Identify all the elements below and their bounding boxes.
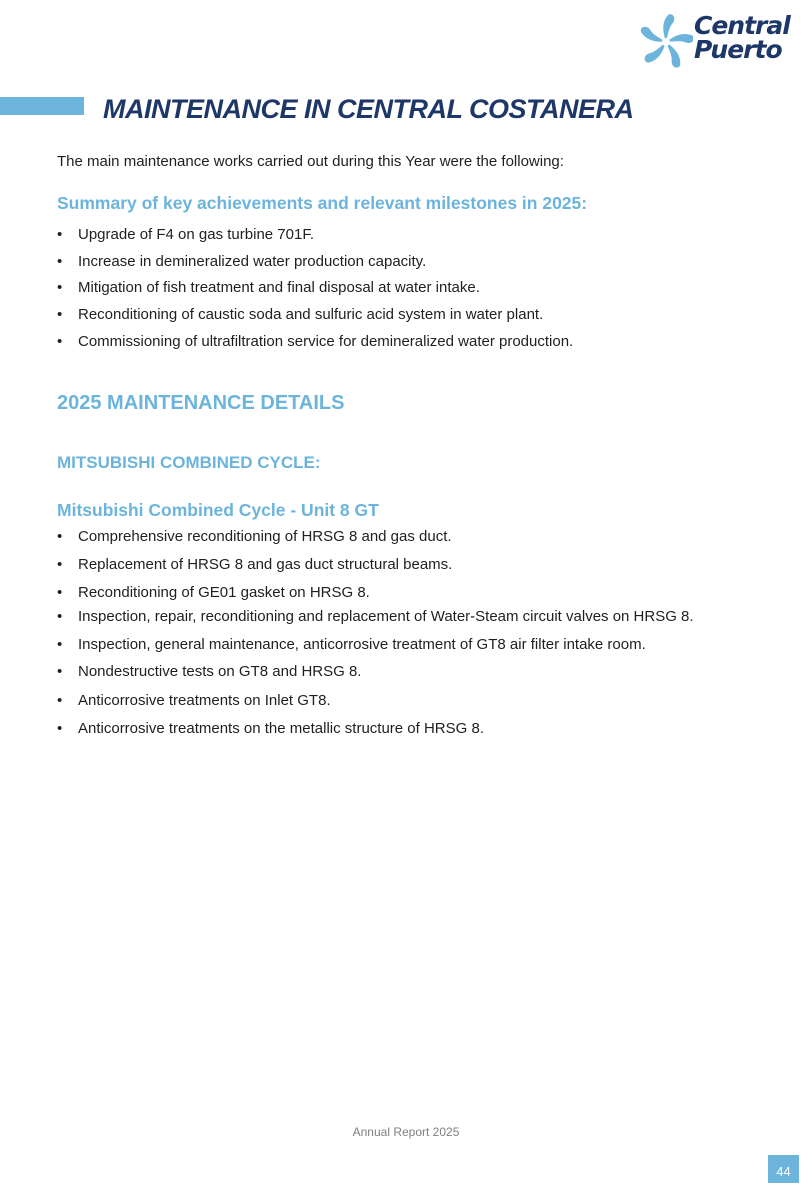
list-item: • Inspection, general maintenance, anticorrosive treatment of GT8 air filter intake room. [57, 636, 646, 653]
title-accent-bar [0, 97, 84, 115]
cycle-heading: MITSUBISHI COMBINED CYCLE: [57, 453, 321, 472]
bullet-icon: • [57, 253, 63, 270]
list-item: • Inspection, repair, reconditioning and replacement of Water-Steam circuit valves on HRSG 8. [57, 608, 694, 625]
summary-heading: Summary of key achievements and relevant milestones in 2025: [57, 193, 588, 213]
bullet-icon: • [57, 636, 63, 653]
list-item: • Nondestructive tests on GT8 and HRSG 8. [57, 663, 362, 680]
bullet-icon: • [57, 584, 63, 601]
intro-paragraph: The main maintenance works carried out during this Year were the following: [57, 153, 564, 170]
details-heading: 2025 MAINTENANCE DETAILS [57, 392, 345, 414]
bullet-icon: • [57, 608, 63, 625]
page-title: MAINTENANCE IN CENTRAL COSTANERA [103, 94, 634, 124]
logo-line-1: Central [694, 11, 790, 40]
list-item: • Increase in demineralized water production capacity. [57, 253, 427, 270]
list-item: • Reconditioning of caustic soda and sulfuric acid system in water plant. [57, 306, 544, 323]
list-item: • Commissioning of ultrafiltration service for demineralized water production. [57, 333, 574, 350]
list-item: • Anticorrosive treatments on Inlet GT8. [57, 692, 331, 709]
bullet-icon: • [57, 279, 63, 296]
bullet-icon: • [57, 720, 63, 737]
unit-heading: Mitsubishi Combined Cycle - Unit 8 GT [57, 500, 379, 520]
bullet-icon: • [57, 528, 63, 545]
bullet-icon: • [57, 306, 63, 323]
bullet-icon: • [57, 556, 63, 573]
footer-label: Annual Report 2025 [352, 1125, 460, 1139]
page-number: 44 [768, 1155, 799, 1183]
bullet-icon: • [57, 692, 63, 709]
list-item: • Upgrade of F4 on gas turbine 701F. [57, 226, 314, 243]
list-item: • Mitigation of fish treatment and final disposal at water intake. [57, 279, 480, 296]
logo-line-2: Puerto [694, 35, 782, 64]
list-item: • Comprehensive reconditioning of HRSG 8 and gas duct. [57, 528, 452, 545]
turbine-fan-logo-icon [639, 13, 693, 71]
list-item: • Reconditioning of GE01 gasket on HRSG 8. [57, 584, 370, 601]
bullet-icon: • [57, 663, 63, 680]
bullet-icon: • [57, 333, 63, 350]
company-logo [639, 12, 804, 74]
logo-wordmark [694, 11, 790, 64]
list-item: • Anticorrosive treatments on the metallic structure of HRSG 8. [57, 720, 484, 737]
bullet-icon: • [57, 226, 63, 243]
list-item: • Replacement of HRSG 8 and gas duct structural beams. [57, 556, 453, 573]
